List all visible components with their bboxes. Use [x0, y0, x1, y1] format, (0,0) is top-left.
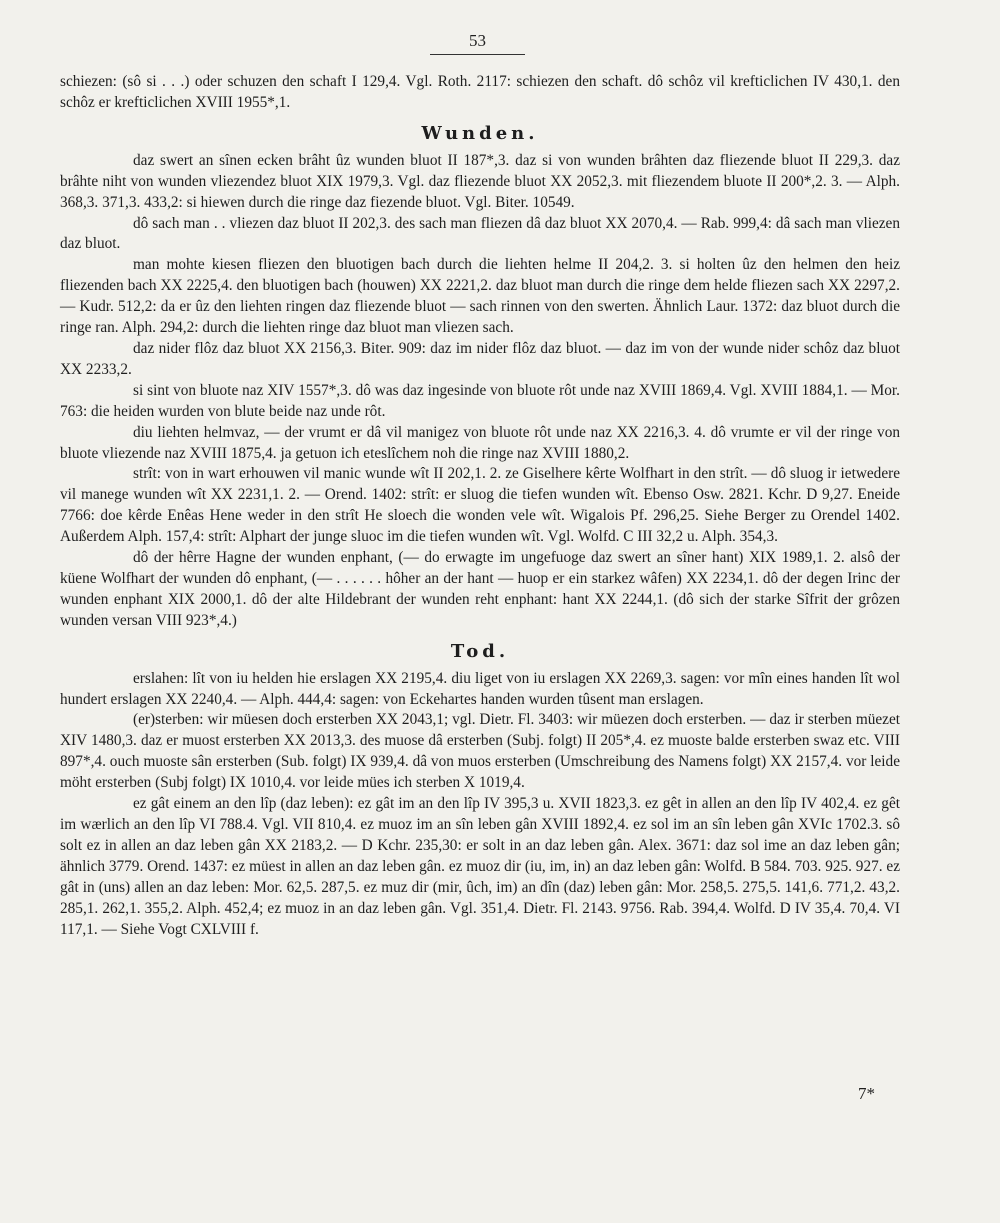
paragraph: diu liehten helmvaz, — der vrumt er dâ vil manigez von bluote rôt unde naz XX 2216,3. 4. dô vrumte er vil der ringe von bluote vliezende naz XVIII 1875,4. ja getuon ich eteslîchem noh die ringe naz XVIII 1880,2.	[60, 423, 900, 462]
paragraph: schiezen: (sô si . . .) oder schuzen den schaft I 129,4. Vgl. Roth. 2117: schiezen den schaft. dô schôz vil krefticlichen IV 430,1. den schôz er krefticlichen XVIII 1955*,1.	[60, 73, 900, 111]
paragraph: dô sach man . . vliezen daz bluot II 202,3. des sach man fliezen dâ daz bluot XX 2070,4. — Rab. 999,4: dâ sach man vliezen daz bluot.	[60, 214, 900, 253]
paragraph: daz swert an sînen ecken brâht ûz wunden bluot II 187*,3. daz si von wunden brâhten daz fliezende bluot II 229,3. daz brâhte niht von wunden vliezendez bluot XIX 1979,3. Vgl. daz fliezende bluot XX 2052,3. mit fliezendem bluote II 200*,2. 3. — Alph. 368,3. 371,3. 433,2: si hiewen durch die ringe daz fiezende bluot. Vgl. Biter. 10549.	[60, 151, 900, 211]
paragraph: erslahen: lît von iu helden hie erslagen XX 2195,4. diu liget von iu erslagen XX 2269,3. sagen: vor mîn eines handen lît wol hundert erslagen XX 2240,4. — Alph. 444,4: sagen: von Eckehartes handen wurden tûsent man erslagen.	[60, 669, 900, 708]
paragraph: (er)sterben: wir müesen doch ersterben XX 2043,1; vgl. Dietr. Fl. 3403: wir müezen doch ersterben. — daz ir sterben müezet XIV 1480,3. daz er muost ersterben XX 2013,3. des muose dâ ersterben (Subj. folgt) II 205*,4. ez muoste balde ersterben swaz etc. VIII 897*,4. ouch muoste sân ersterben (Sub. folgt) IX 939,4. dâ von muos ersterben (Umschreibung des Namens folgt) XX 2157,4. vor leide möht ersterben (Subj folgt) IX 1010,4. vor leide mües ich sterben X 1019,4.	[60, 711, 900, 792]
section-heading: Tod.	[450, 640, 510, 662]
paragraph: dô der hêrre Hagne der wunden enphant, (— do erwagte im ungefuoge daz swert an sîner hant) XIX 1989,1. 2. alsô der küene Wolfhart der wunden dô enphant, (— . . . . . . hôher an der hant — huop er ein starkez wâfen) XX 2234,1. dô der degen Irinc der wunden enphant XIX 2000,1. dô der alte Hildebrant der wunden reht enphant: hant XX 2244,1. (dô sich der starke Sîfrit der grôzen wunden versan VIII 923*,4.)	[60, 549, 900, 629]
paragraph: man mohte kiesen fliezen den bluotigen bach durch die liehten helme II 204,2. 3. si holten ûz den helmen den heiz fliezenden bach XX 2225,4. den bluotigen bach (houwen) XX 2221,2. daz bluot man durch die ringe dem helde fliezen sach XX 2297,2. — Kudr. 512,2: da er ûz den liehten ringen daz fliezende bluot — sach rinnen von den swerten. Ähnlich Laur. 1372: daz bluot durch die ringe ran. Alph. 294,2: durch die liehten ringe daz bluot man vliezen sach.	[60, 256, 900, 337]
signature-mark: 7*	[858, 1084, 875, 1103]
paragraph: strît: von in wart erhouwen vil manic wunde wît II 202,1. 2. ze Giselhere kêrte Wolfhart in den strît. — dô sluog ir ietwedere vil manege wunden wît XX 2231,1. 2. — Orend. 1402: strît: er sluog die tiefen wunden wît. Ebenso Osw. 2821. Kchr. D 9,27. Eneide 7766: doe kêrde Enêas Hene weder in den strît He sloech die wonden vele wît. Wigalois Pf. 296,25. Siehe Berger zu Orendel 1402. Außerdem Alph. 157,4: strît: Alphart der junge sluoc im die tiefen wunden wît. Vgl. Wolfd. C III 32,2 u. Alph. 354,3.	[60, 465, 900, 546]
section-heading: Wunden.	[421, 122, 539, 144]
page-number: 53	[469, 31, 486, 50]
page-body	[60, 72, 900, 940]
paragraph: ez gât einem an den lîp (daz leben): ez gât im an den lîp IV 395,3 u. XVII 1823,3. ez gêt in allen an den lîp IV 402,4. ez gêt im wærlich an den lîp VI 788.4. Vgl. VII 810,4. ez muoz im an sîn leben gân XVIII 1892,4. ez sol im an sîn leben gân XVIc 1702.3. sô solt ez in allen an daz leben gân XX 2183,2. — D Kchr. 235,30: er solt in an daz leben gân. Alex. 3671: daz sol ime an daz leben gân; ähnlich 3779. Orend. 1437: ez müest in allen an daz leben gân. ez muoz dir (iu, im, in) an daz leben gân: Wolfd. B 584. 703. 925. 927. ez gât in (uns) allen an daz leben: Mor. 62,5. 287,5. ez muz dir (mir, ûch, im) an dîn (daz) leben gân: Mor. 258,5. 275,5. 141,6. 771,2. 43,2. 285,1. 262,1. 355,2. Alph. 452,4; ez muoz in an daz leben gân. Vgl. 351,4. Dietr. Fl. 2143. 9756. Rab. 394,4. Wolfd. D IV 35,4. 70,4. VI 117,1. — Siehe Vogt CXLVIII f.	[60, 795, 900, 938]
paragraph: si sint von bluote naz XIV 1557*,3. dô was daz ingesinde von bluote rôt unde naz XVIII 1869,4. Vgl. XVIII 1884,1. — Mor. 763: die heiden wurden von blute beide naz unde rôt.	[60, 381, 900, 420]
header-rule	[430, 54, 525, 55]
paragraph: daz nider flôz daz bluot XX 2156,3. Biter. 909: daz im nider flôz daz bluot. — daz im von der wunde nider schôz daz bluot XX 2233,2.	[60, 339, 900, 378]
